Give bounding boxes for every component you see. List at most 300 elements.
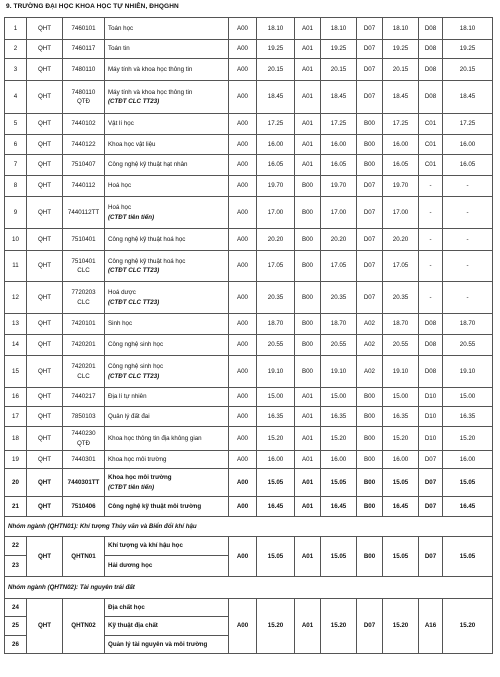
major-name [105, 407, 229, 427]
major-code-line: 7420101 [71, 320, 96, 328]
group-header-row [5, 517, 493, 537]
table-row [5, 251, 493, 282]
school-code: QHT [27, 469, 63, 497]
combination-code: A01 [295, 451, 321, 469]
major-code [63, 114, 105, 135]
cutoff-score: 15.05 [257, 469, 295, 497]
section-title: 9. TRƯỜNG ĐẠI HỌC KHOA HỌC TỰ NHIÊN, ĐHQGHN [6, 3, 179, 10]
cutoff-score: 16.00 [321, 135, 357, 155]
cutoff-score: 20.15 [383, 59, 419, 81]
major-code-line: 7440301TT [67, 478, 100, 486]
cutoff-score: 17.25 [321, 114, 357, 135]
row-number: 1 [5, 18, 27, 40]
major-name [105, 81, 229, 114]
group-header-row [5, 577, 493, 599]
major-name-text: Vật lí học [108, 120, 134, 128]
cutoff-score: 20.55 [383, 335, 419, 356]
cutoff-score: 20.20 [321, 229, 357, 251]
row-number: 10 [5, 229, 27, 251]
combination-code: B00 [295, 251, 321, 282]
major-code [63, 314, 105, 335]
major-code-line: 7460117 [71, 45, 96, 53]
combination-code: D07 [419, 497, 443, 517]
combination-code: D08 [419, 59, 443, 81]
school-code: QHT [27, 314, 63, 335]
cutoff-score: 15.20 [383, 599, 419, 654]
major-name [105, 40, 229, 59]
cutoff-score: 17.00 [321, 197, 357, 229]
major-name [105, 135, 229, 155]
combination-code: C01 [419, 135, 443, 155]
table-row [5, 497, 493, 517]
row-number: 25 [5, 617, 27, 636]
combination-code: D07 [357, 59, 383, 81]
combination-code: D07 [357, 18, 383, 40]
combination-code: - [419, 176, 443, 197]
cutoff-score: 15.05 [443, 537, 493, 577]
cutoff-score: 15.05 [321, 537, 357, 577]
row-number: 4 [5, 81, 27, 114]
cutoff-score: 17.05 [383, 251, 419, 282]
cutoff-score: 20.35 [383, 282, 419, 314]
table-row [5, 40, 493, 59]
major-code [63, 407, 105, 427]
row-number: 6 [5, 135, 27, 155]
major-name [105, 427, 229, 451]
combination-code: B00 [357, 469, 383, 497]
combination-code: C01 [419, 114, 443, 135]
combination-code: B00 [357, 451, 383, 469]
cutoff-score: 16.05 [257, 155, 295, 176]
combination-code: A00 [229, 176, 257, 197]
cutoff-score: 17.25 [257, 114, 295, 135]
school-code: QHT [27, 407, 63, 427]
combination-code: D07 [357, 229, 383, 251]
table-row [5, 427, 493, 451]
combination-code: D08 [419, 314, 443, 335]
row-number: 23 [5, 556, 27, 577]
cutoff-score: - [443, 176, 493, 197]
major-name [105, 388, 229, 407]
major-code-line: 7440230 [71, 430, 96, 438]
school-code: QHT [27, 155, 63, 176]
cutoff-score: 15.20 [443, 427, 493, 451]
school-code: QHT [27, 497, 63, 517]
cutoff-score: 19.10 [321, 356, 357, 388]
major-name-text: Toán tin [108, 45, 130, 53]
cutoff-score: 20.55 [257, 335, 295, 356]
major-name [105, 229, 229, 251]
cutoff-score: 17.00 [383, 197, 419, 229]
cutoff-score: 19.25 [321, 40, 357, 59]
major-code-line: CLC [77, 372, 90, 380]
cutoff-score: 20.20 [257, 229, 295, 251]
combination-code: A00 [229, 497, 257, 517]
cutoff-score: - [443, 197, 493, 229]
combination-code: A00 [229, 282, 257, 314]
major-code [63, 197, 105, 229]
school-code: QHT [27, 537, 63, 577]
cutoff-score: - [443, 229, 493, 251]
major-code-line: 7510407 [71, 161, 96, 169]
table-row [5, 155, 493, 176]
table-row [5, 335, 493, 356]
row-number: 11 [5, 251, 27, 282]
cutoff-score: 20.15 [257, 59, 295, 81]
combination-code: A00 [229, 135, 257, 155]
major-code-line: QTĐ [76, 98, 91, 105]
cutoff-score: 19.25 [257, 40, 295, 59]
major-name-text: Khoa học vật liệu [108, 140, 156, 148]
combination-code: D07 [357, 40, 383, 59]
cutoff-score: 18.10 [443, 18, 493, 40]
row-number: 26 [5, 636, 27, 654]
major-name-text: Sinh học [108, 320, 133, 328]
major-code [63, 59, 105, 81]
combination-code: A01 [295, 407, 321, 427]
major-name-text: Công nghệ sinh học [108, 341, 164, 349]
major-code-line: CLC [77, 298, 90, 306]
combination-code: A00 [229, 40, 257, 59]
cutoff-score: 19.70 [383, 176, 419, 197]
cutoff-score: 16.05 [443, 155, 493, 176]
cutoff-score: 15.00 [257, 388, 295, 407]
program-note: (CTĐT CLC TT23) [108, 298, 160, 306]
major-name-text: Địa lí tự nhiên [108, 393, 147, 401]
combination-code: A01 [295, 537, 321, 577]
cutoff-score: 20.55 [321, 335, 357, 356]
cutoff-score: 18.10 [257, 18, 295, 40]
cutoff-score: 15.00 [443, 388, 493, 407]
combination-code: A00 [229, 251, 257, 282]
combination-code: A00 [229, 314, 257, 335]
cutoff-score: 16.45 [321, 497, 357, 517]
cutoff-score: 19.10 [257, 356, 295, 388]
cutoff-score: 17.05 [257, 251, 295, 282]
row-number: 9 [5, 197, 27, 229]
major-code-line: 7440217 [71, 393, 96, 401]
combination-code: - [419, 229, 443, 251]
major-code [63, 335, 105, 356]
row-number: 7 [5, 155, 27, 176]
major-code-line: 7440112TT [67, 208, 100, 216]
major-name: Hải dương học [105, 556, 229, 577]
major-code-line: 7460101 [71, 24, 96, 32]
cutoff-score: 18.10 [383, 18, 419, 40]
combination-code: - [419, 251, 443, 282]
program-note: (CTĐT tiên tiến) [108, 483, 155, 491]
cutoff-score: 16.05 [383, 155, 419, 176]
cutoff-score: 15.05 [257, 537, 295, 577]
combination-code: B00 [357, 537, 383, 577]
group-label: Nhóm ngành (QHTN01): Khí tượng Thủy văn và Biển đổi khí hậu [5, 517, 493, 537]
major-name [105, 114, 229, 135]
program-note: (CTĐT CLC TT23) [108, 372, 160, 380]
combination-code: B00 [295, 176, 321, 197]
school-code: QHT [27, 282, 63, 314]
cutoff-score: 16.00 [383, 451, 419, 469]
cutoff-score: 19.10 [443, 356, 493, 388]
cutoff-score: 16.00 [321, 451, 357, 469]
combination-code: A02 [357, 356, 383, 388]
major-code-line: 7510406 [71, 502, 96, 510]
major-code-line: QTĐ [76, 439, 91, 447]
combination-code: B00 [295, 197, 321, 229]
row-number: 5 [5, 114, 27, 135]
combination-code: A00 [229, 229, 257, 251]
table-row [5, 81, 493, 114]
combination-code: A01 [295, 40, 321, 59]
cutoff-score: 15.05 [443, 469, 493, 497]
combination-code: A00 [229, 197, 257, 229]
major-code [63, 229, 105, 251]
cutoff-score: 18.70 [443, 314, 493, 335]
major-name [105, 335, 229, 356]
table-row [5, 537, 493, 556]
cutoff-score: 16.00 [443, 451, 493, 469]
major-name [105, 451, 229, 469]
cutoff-score: 18.70 [383, 314, 419, 335]
combination-code: B00 [295, 229, 321, 251]
major-code [63, 356, 105, 388]
major-code [63, 282, 105, 314]
major-name: Khí tượng và khí hậu học [105, 537, 229, 556]
row-number: 15 [5, 356, 27, 388]
major-code [63, 135, 105, 155]
cutoff-score: 15.20 [321, 427, 357, 451]
school-code: QHT [27, 81, 63, 114]
combination-code: B00 [357, 135, 383, 155]
school-code: QHT [27, 40, 63, 59]
major-name [105, 59, 229, 81]
combination-code: A00 [229, 114, 257, 135]
major-code-line: 7440102 [71, 120, 96, 128]
major-code-line: 7480110 [71, 88, 96, 96]
program-note: (CTĐT CLC TT23) [108, 98, 160, 105]
major-name-text: Hoá dược [108, 289, 136, 297]
cutoff-score: 20.55 [443, 335, 493, 356]
table-row [5, 229, 493, 251]
table-row [5, 314, 493, 335]
school-code: QHT [27, 135, 63, 155]
row-number: 12 [5, 282, 27, 314]
combination-code: D08 [419, 81, 443, 114]
major-name-text: Công nghệ kỹ thuật môi trường [108, 502, 202, 510]
combination-code: A00 [229, 356, 257, 388]
combination-code: D07 [357, 176, 383, 197]
major-name [105, 282, 229, 314]
major-name [105, 18, 229, 40]
table-row [5, 176, 493, 197]
major-name [105, 497, 229, 517]
combination-code: A01 [295, 18, 321, 40]
table-row [5, 451, 493, 469]
combination-code: A00 [229, 81, 257, 114]
combination-code: A00 [229, 155, 257, 176]
cutoff-score: 17.05 [321, 251, 357, 282]
major-code [63, 40, 105, 59]
school-code: QHT [27, 251, 63, 282]
cutoff-score: 16.45 [443, 497, 493, 517]
combination-code: A00 [229, 335, 257, 356]
cutoff-score: 16.00 [257, 135, 295, 155]
cutoff-score: 18.45 [321, 81, 357, 114]
combination-code: D10 [419, 407, 443, 427]
major-name-text: Máy tính và khoa học thông tin [108, 65, 193, 73]
major-name-text: Khoa học môi trường [108, 474, 172, 482]
combination-code: A00 [229, 388, 257, 407]
cutoff-score: 19.70 [321, 176, 357, 197]
combination-code: A01 [295, 599, 321, 654]
major-name [105, 314, 229, 335]
table-row [5, 356, 493, 388]
combination-code: B00 [357, 155, 383, 176]
combination-code: D07 [357, 282, 383, 314]
cutoff-score: 18.70 [321, 314, 357, 335]
combination-code: B00 [357, 497, 383, 517]
cutoff-score: 15.20 [443, 599, 493, 654]
cutoff-score: 17.25 [383, 114, 419, 135]
combination-code: A01 [295, 81, 321, 114]
row-number: 3 [5, 59, 27, 81]
combination-code: D07 [357, 81, 383, 114]
combination-code: A00 [229, 18, 257, 40]
program-note: (CTĐT CLC TT23) [108, 267, 160, 274]
school-code: QHT [27, 599, 63, 654]
major-code-line: 7420201 [71, 363, 96, 371]
cutoff-score: 19.25 [383, 40, 419, 59]
combination-code: A00 [229, 451, 257, 469]
major-code [63, 81, 105, 114]
major-name: Địa chất học [105, 599, 229, 617]
major-code-line: 7850103 [71, 412, 96, 420]
combination-code: D07 [357, 599, 383, 654]
cutoff-score: 18.45 [383, 81, 419, 114]
combination-code: B00 [357, 114, 383, 135]
row-number: 20 [5, 469, 27, 497]
major-name-text: Toán học [108, 24, 134, 32]
row-number: 13 [5, 314, 27, 335]
major-code: QHTN02 [63, 599, 105, 654]
combination-code: A02 [357, 314, 383, 335]
cutoff-score: 20.15 [321, 59, 357, 81]
row-number: 17 [5, 407, 27, 427]
combination-code: - [419, 197, 443, 229]
row-number: 8 [5, 176, 27, 197]
row-number: 16 [5, 388, 27, 407]
major-code [63, 18, 105, 40]
cutoff-score: 19.25 [443, 40, 493, 59]
combination-code: A00 [229, 407, 257, 427]
cutoff-score: 16.05 [321, 155, 357, 176]
major-name-text: Công nghệ kỹ thuật hạt nhân [108, 161, 188, 169]
cutoff-score: 15.20 [257, 599, 295, 654]
cutoff-score: 18.10 [321, 18, 357, 40]
combination-code: A01 [295, 427, 321, 451]
school-code: QHT [27, 388, 63, 407]
combination-code: D07 [419, 537, 443, 577]
combination-code: B00 [295, 282, 321, 314]
major-code [63, 497, 105, 517]
admission-score-table [4, 17, 493, 654]
combination-code: A01 [295, 135, 321, 155]
combination-code: A02 [357, 335, 383, 356]
major-code-line: 7510401 [71, 235, 96, 243]
program-note: (CTĐT tiên tiến) [108, 213, 155, 221]
cutoff-score: 17.00 [257, 197, 295, 229]
combination-code: A01 [295, 497, 321, 517]
major-code-line: 7440122 [71, 140, 96, 148]
school-code: QHT [27, 114, 63, 135]
combination-code: A01 [295, 59, 321, 81]
cutoff-score: 16.00 [383, 135, 419, 155]
cutoff-score: 16.00 [443, 135, 493, 155]
combination-code: D08 [419, 356, 443, 388]
major-code [63, 469, 105, 497]
combination-code: D07 [357, 197, 383, 229]
combination-code: D07 [419, 451, 443, 469]
major-code-line: 7420201 [71, 341, 96, 349]
row-number: 22 [5, 537, 27, 556]
combination-code: A00 [229, 599, 257, 654]
table-row [5, 135, 493, 155]
combination-code: D07 [357, 251, 383, 282]
school-code: QHT [27, 427, 63, 451]
major-name: Kỹ thuật địa chất [105, 617, 229, 636]
combination-code: A01 [295, 114, 321, 135]
major-name [105, 176, 229, 197]
school-code: QHT [27, 229, 63, 251]
major-code [63, 451, 105, 469]
school-code: QHT [27, 356, 63, 388]
major-code [63, 388, 105, 407]
cutoff-score: 15.05 [383, 469, 419, 497]
cutoff-score: 16.35 [443, 407, 493, 427]
school-code: QHT [27, 18, 63, 40]
major-code-line: 7440301 [71, 455, 96, 463]
table-row [5, 59, 493, 81]
cutoff-score: 16.45 [257, 497, 295, 517]
cutoff-score: 15.05 [321, 469, 357, 497]
cutoff-score: 15.05 [383, 537, 419, 577]
combination-code: A00 [229, 427, 257, 451]
table-row [5, 18, 493, 40]
combination-code: D08 [419, 18, 443, 40]
major-name-text: Máy tính và khoa học thông tin [108, 88, 193, 96]
table-row [5, 114, 493, 135]
cutoff-score: 16.45 [383, 497, 419, 517]
combination-code: A01 [295, 388, 321, 407]
table-row [5, 197, 493, 229]
combination-code: B00 [295, 335, 321, 356]
major-code-line: 7510401 [71, 257, 96, 265]
school-code: QHT [27, 176, 63, 197]
major-name-text: Công nghệ sinh học [108, 363, 164, 371]
combination-code: B00 [357, 407, 383, 427]
major-name-text: Hoá học [108, 204, 132, 212]
major-code [63, 251, 105, 282]
major-code [63, 155, 105, 176]
cutoff-score: 15.00 [321, 388, 357, 407]
major-code-line: 7720203 [71, 289, 96, 297]
table-row [5, 469, 493, 497]
major-name-text: Công nghệ kỹ thuật hoá học [108, 257, 186, 265]
combination-code: D10 [419, 388, 443, 407]
cutoff-score: 18.45 [443, 81, 493, 114]
combination-code: - [419, 282, 443, 314]
table-row [5, 282, 493, 314]
combination-code: B00 [357, 388, 383, 407]
